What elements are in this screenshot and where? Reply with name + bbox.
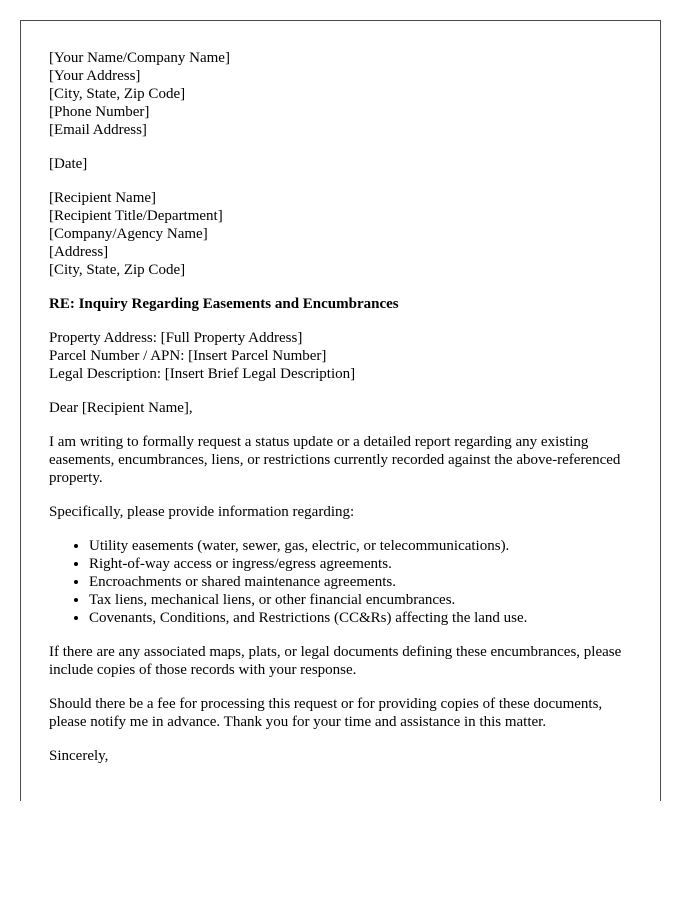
property-block [49,329,634,383]
sender-city-state-zip: [City, State, Zip Code] [49,86,186,102]
maps-paragraph: If there are any associated maps, plats, or legal documents defining these encumbrances, please include copies of those records with your response. [49,644,622,678]
recipient-title: [Recipient Title/Department] [49,208,223,224]
list-item: • Encroachments or shared maintenance agreements. [89,573,634,591]
recipient-address: [Address] [49,244,109,260]
recipient-city-state-zip: [City, State, Zip Code] [49,262,186,278]
recipient-block [49,189,634,279]
list-intro: Specifically, please provide information regarding: [49,504,355,520]
letter-date: [Date] [49,156,88,172]
sender-address: [Your Address] [49,68,141,84]
letter-page [20,20,661,801]
property-address: Property Address: [Full Property Address] [49,330,303,346]
recipient-company: [Company/Agency Name] [49,226,208,242]
list-item: • Tax liens, mechanical liens, or other financial encumbrances. [89,591,634,609]
date-block [49,155,634,173]
list-item: • Right-of-way access or ingress/egress agreements. [89,555,634,573]
sender-name: [Your Name/Company Name] [49,50,230,66]
salutation: Dear [Recipient Name], [49,400,193,416]
fee-paragraph: Should there be a fee for processing this request or for providing copies of these documents, please notify me in advance. Thank you for your time and assistance in this matter. [49,696,603,730]
sender-block [49,49,634,139]
list-item: • Covenants, Conditions, and Restrictions (CC&Rs) affecting the land use. [89,609,634,627]
legal-description: Legal Description: [Insert Brief Legal Description] [49,366,356,382]
subject-line: RE: Inquiry Regarding Easements and Encumbrances [49,296,399,312]
parcel-number: Parcel Number / APN: [Insert Parcel Number] [49,348,327,364]
sender-email: [Email Address] [49,122,147,138]
letter-content [49,49,634,781]
intro-paragraph: I am writing to formally request a status update or a detailed report regarding any existing easements, encumbrances, liens, or restrictions currently recorded against the above-referenced property. [49,434,621,486]
recipient-name: [Recipient Name] [49,190,157,206]
closing: Sincerely, [49,748,109,764]
request-list [49,537,634,627]
sender-phone: [Phone Number] [49,104,150,120]
list-item: • Utility easements (water, sewer, gas, electric, or telecommunications). [89,537,634,555]
